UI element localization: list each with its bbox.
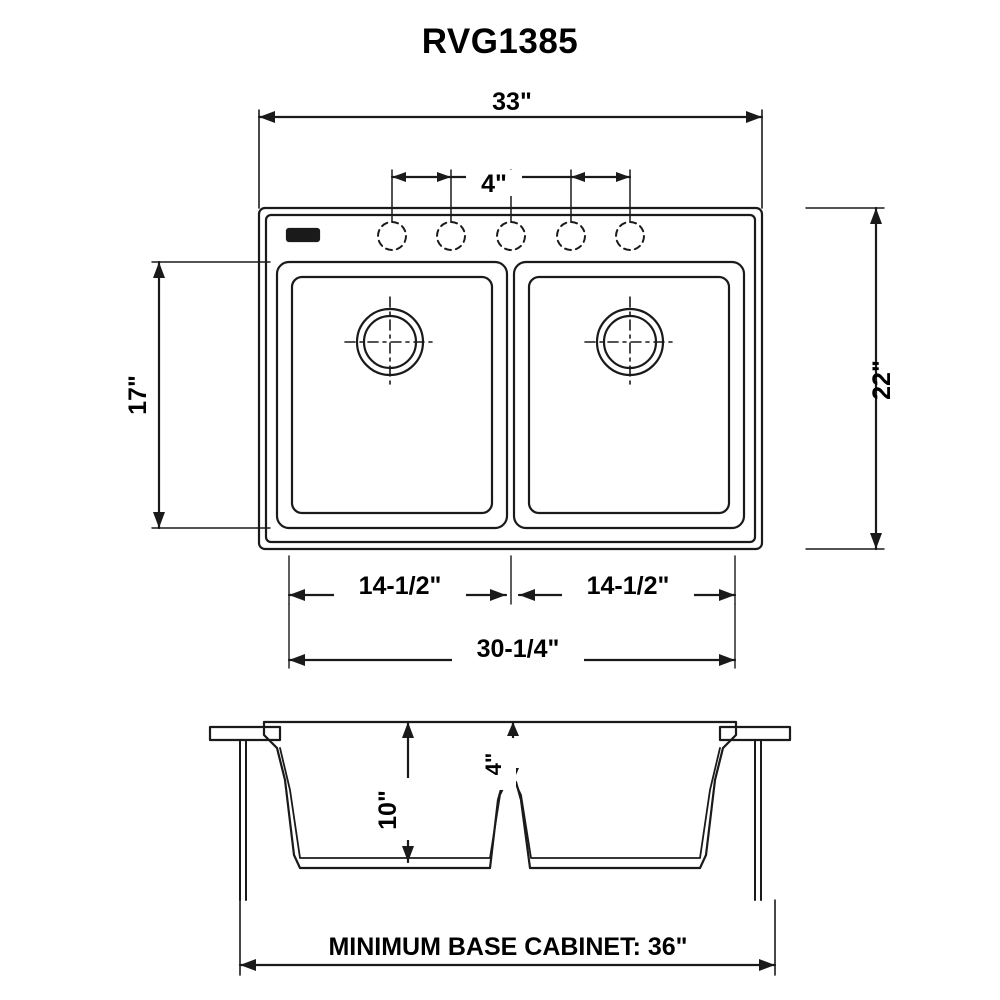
label-overall-width: 33" [492,88,532,116]
overflow-plate [287,229,319,241]
label-bowl-depth: 17" [124,375,152,415]
left-drain [345,297,435,387]
label-min-base-cabinet: MINIMUM BASE CABINET: 36" [328,933,688,961]
sink-outer-rim [259,208,762,549]
label-faucet-spacing: 4" [481,170,507,198]
right-bowl [514,262,744,528]
label-interior-width: 30-1/4" [476,635,560,663]
faucet-holes [378,222,644,250]
right-drain [585,297,675,387]
label-bowl-height: 10" [374,790,402,830]
label-divider-drop: 4" [481,752,506,776]
dim-bowl-depth [152,262,270,528]
page-title: RVG1385 [421,22,579,61]
left-bowl [277,262,507,528]
label-overall-depth: 22" [868,360,896,400]
label-right-bowl-width: 14-1/2" [586,572,670,600]
label-left-bowl-width: 14-1/2" [358,572,442,600]
